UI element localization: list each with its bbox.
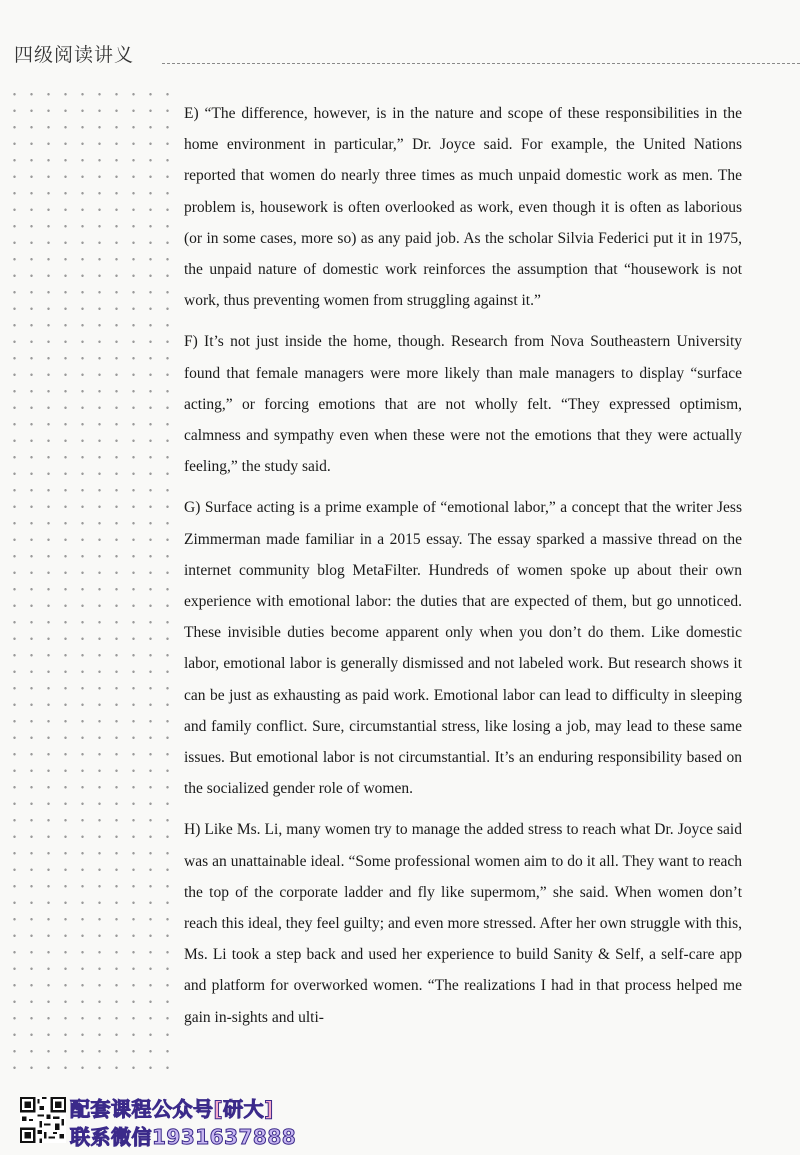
paragraph-f: F) It’s not just inside the home, though. Research from Nova Southeastern University found that female managers were more likely than male managers to display “surface acting,” or forcing emotions that are not wholly felt. “They expressed optimism, calmness and sympathy even when these were not the emotions that they were actually feeling,” the study said. xyxy=(184,333,742,476)
qr-code-icon xyxy=(20,1097,66,1143)
paragraph-h: H) Like Ms. Li, many women try to manage the added stress to reach what Dr. Joyce said was an unattainable ideal. “Some professional women aim to do it all. They want to reach the top of the corporate ladder and fly like supermom,” she said. When women don’t reach this ideal, they feel guilty; and even more stressed. After her own struggle with this, Ms. Li took a step back and used her experience to build Sanity & Self, a self-care app and platform for overworked women. “The realizations I had in that process helped me gain in-sights and ulti- xyxy=(184,821,742,1026)
paragraph-e: E) “The difference, however, is in the nature and scope of these responsibilities in the home environment in particular,” Dr. Joyce said. For example, the United Nations reported that women do nearly three times as much unpaid domestic work as men. The problem is, housework is often overlooked as work, even though it is often as laborious (or in some cases, more so) as any paid job. As the scholar Silvia Federici put it in 1975, the unpaid nature of domestic work reinforces the assumption that “housework is not work, thus preventing women from struggling against it.” xyxy=(184,105,742,310)
watermark-line-1: 配套课程公众号[研大] xyxy=(70,1097,274,1121)
article-body xyxy=(184,98,742,1043)
header-title: 四级阅读讲义 xyxy=(14,44,135,66)
header-rule xyxy=(162,63,800,64)
dot-grid-margin xyxy=(0,80,172,1080)
paragraph-g: G) Surface acting is a prime example of “emotional labor,” a concept that the writer Jess Zimmerman made familiar in a 2015 essay. The essay sparked a massive thread on the internet community blog MetaFilter. Hundreds of women spoke up about their own experience with emotional labor: the duties that are expected of them, but go unnoticed. These invisible duties become apparent only when you don’t do them. Like domestic labor, emotional labor is generally dismissed and not labeled work. But research shows it can be just as exhausting as paid work. Emotional labor can lead to difficulty in sleeping and family conflict. Sure, circumstantial stress, like losing a job, may lead to these same issues. But emotional labor is not circumstantial. It’s an enduring responsibility based on the socialized gender role of women. xyxy=(184,499,742,798)
watermark-line-2: 联系微信1931637888 xyxy=(70,1125,297,1149)
